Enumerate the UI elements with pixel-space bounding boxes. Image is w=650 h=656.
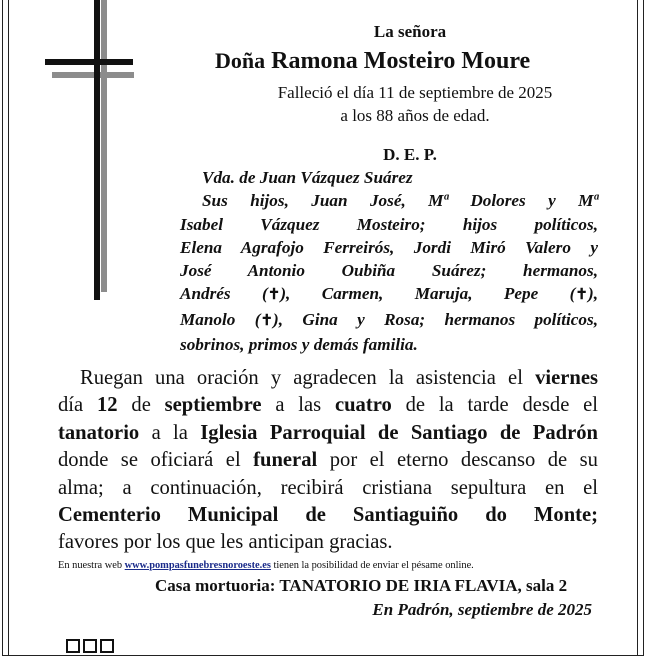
qr-code-icon: [66, 639, 146, 653]
honorific: Doña: [215, 48, 266, 73]
text: a las: [275, 394, 322, 417]
mourners-line: Isabel Vázquez Mosteiro; hijos políticos,: [180, 214, 598, 234]
cross-gray-vertical: [101, 0, 107, 292]
church: Iglesia Parroquial de Santiago de Padrón: [200, 421, 598, 444]
service-line: [58, 392, 598, 419]
title-lead: La señora: [373, 22, 447, 41]
funeral: funeral: [253, 449, 318, 472]
text: ),: [587, 284, 598, 304]
mourners-line: [180, 308, 598, 333]
mourners-line: José Antonio Oubiña Suárez; hermanos,: [180, 261, 598, 281]
deceased-cross-icon: ✝: [267, 287, 281, 304]
cemetery: Cementerio Municipal de Santiaguiño do Monte;: [58, 504, 598, 527]
mourners-line: Elena Agrafojo Ferreirós, Jordi Miró Valero y: [180, 237, 598, 257]
month: septiembre: [164, 394, 262, 417]
website-link[interactable]: www.pompasfunebresnoroeste.es: [124, 560, 271, 571]
deceased-name: [215, 48, 615, 75]
qr-finder: [66, 639, 80, 653]
text: Andrés (: [180, 284, 268, 304]
cross-black-vertical: [94, 0, 100, 300]
name: Ramona Mosteiro Moure: [271, 48, 531, 74]
service-line: [58, 447, 598, 474]
mourners-paragraph: [180, 166, 598, 356]
text: de: [131, 394, 151, 417]
service-line: [58, 502, 598, 529]
service-line: [58, 365, 598, 392]
text: por el eterno descanso de su: [329, 449, 598, 472]
departure-place: tanatorio: [58, 421, 140, 444]
rip-label: D. E. P.: [383, 145, 437, 164]
deceased-cross-icon: ✝: [575, 287, 588, 304]
deceased-cross-icon: ✝: [260, 312, 274, 329]
cross-gray-horizontal: [52, 72, 134, 78]
text: Manolo (: [180, 309, 261, 329]
qr-finder: [83, 639, 97, 653]
casa-mortuoria: Casa mortuoria: TANATORIO DE IRIA FLAVIA, sala 2: [155, 576, 568, 595]
service-line: favores por los que les anticipan gracias.: [58, 531, 393, 554]
web-note: [58, 560, 618, 571]
text: donde se oficiará el: [58, 449, 241, 472]
mourners-line: sobrinos, primos y demás familia.: [180, 335, 418, 355]
text: de la tarde desde el: [405, 394, 599, 417]
age: a los 88 años de edad.: [340, 106, 490, 125]
text: a la: [151, 421, 188, 444]
day: 12: [96, 394, 118, 417]
hour: cuatro: [334, 394, 392, 417]
web-note-suffix: tienen la posibilidad de enviar el pésame online.: [273, 560, 474, 571]
place-date: En Padrón, septiembre de 2025: [372, 600, 592, 619]
text: ), Carmen, Maruja, Pepe (: [280, 284, 576, 304]
qr-finder: [100, 639, 114, 653]
service-paragraph: [58, 365, 598, 557]
service-line: [58, 420, 598, 447]
mourners-line: [180, 282, 598, 307]
text: día: [58, 394, 84, 417]
text: ), Gina y Rosa; hermanos políticos,: [273, 309, 598, 329]
mourners-line: Sus hijos, Juan José, Mª Dolores y Mª: [202, 191, 598, 211]
weekday: viernes: [535, 367, 598, 389]
mourners-line: Vda. de Juan Vázquez Suárez: [202, 168, 413, 187]
service-line: alma; a continuación, recibirá cristiana sepultura en el: [58, 476, 598, 499]
text: Ruegan una oración y agradecen la asistencia el: [80, 367, 523, 389]
cross-black-horizontal: [45, 59, 133, 65]
death-date: Falleció el día 11 de septiembre de 2025: [277, 83, 553, 102]
web-note-prefix: En nuestra web: [58, 560, 123, 571]
